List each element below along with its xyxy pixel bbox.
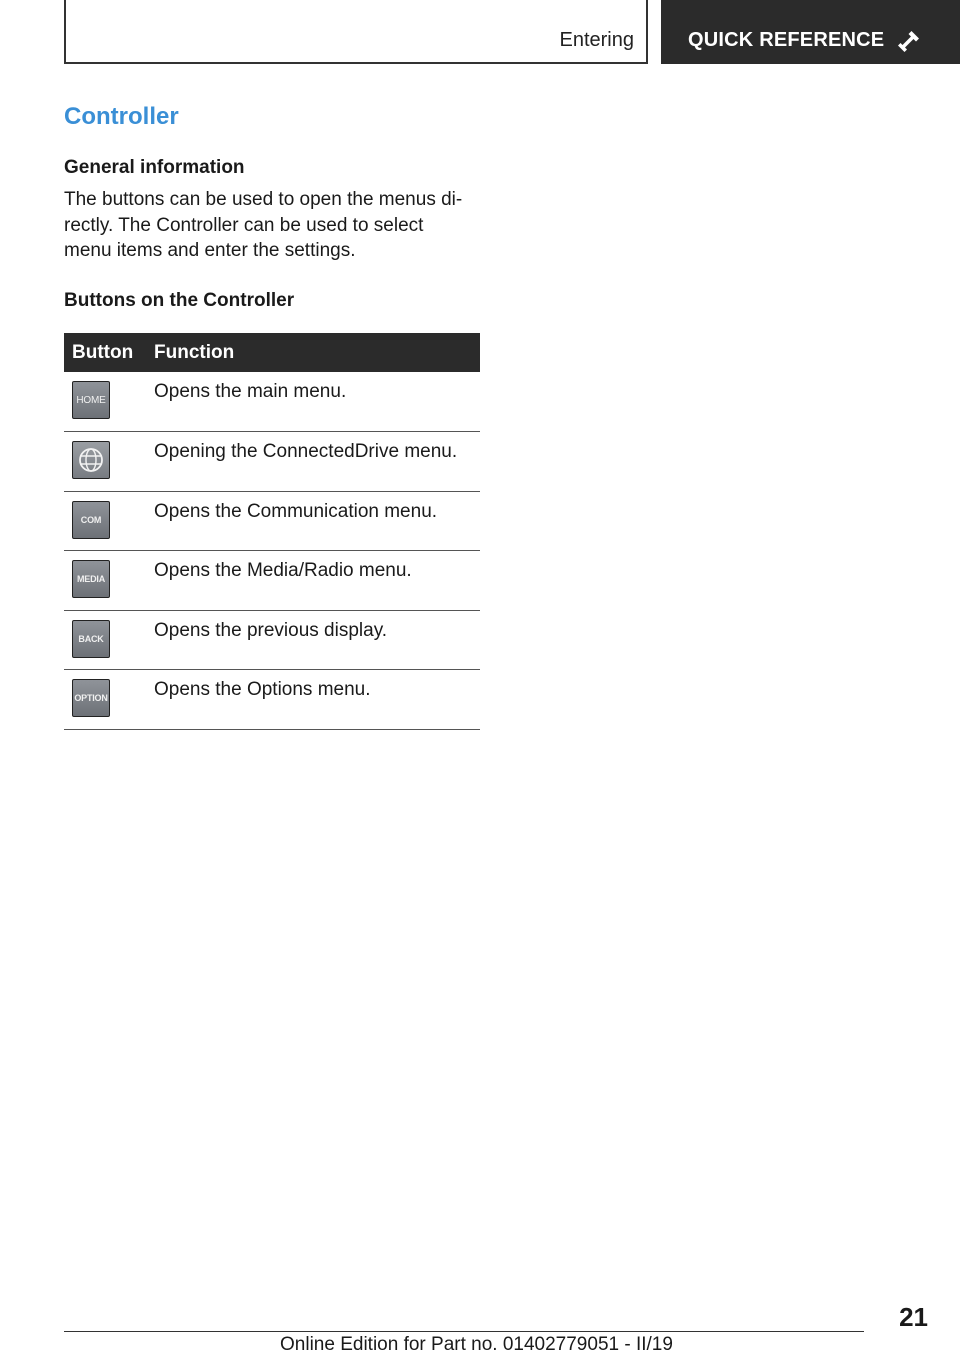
page-number: 21 bbox=[899, 1302, 928, 1332]
function-cell: Opens the main menu. bbox=[152, 372, 480, 432]
media-button-icon: MEDIA bbox=[72, 560, 110, 598]
option-button-icon: OPTION bbox=[72, 679, 110, 717]
buttons-heading: Buttons on the Controller bbox=[64, 290, 295, 311]
paragraph-line: The buttons can be used to open the menus di- bbox=[64, 189, 463, 210]
header-section-label: Entering bbox=[559, 29, 634, 51]
com-button-icon: COM bbox=[72, 501, 110, 539]
function-cell: Opens the Media/Radio menu. bbox=[152, 551, 480, 611]
quick-reference-label: QUICK REFERENCE bbox=[688, 29, 885, 51]
home-button-icon: HOME bbox=[72, 381, 110, 419]
page-title: Controller bbox=[64, 103, 179, 130]
paragraph-line: rectly. The Controller can be used to select bbox=[64, 214, 424, 236]
table-header-row bbox=[64, 333, 480, 372]
general-info-heading: General information bbox=[64, 157, 245, 178]
column-header-button: Button bbox=[64, 333, 152, 372]
function-cell: Opening the ConnectedDrive menu. bbox=[152, 432, 480, 492]
quick-reference-tab[interactable] bbox=[661, 0, 960, 64]
table-row bbox=[64, 551, 480, 611]
table-row bbox=[64, 432, 480, 492]
globe-icon bbox=[72, 441, 110, 479]
function-cell: Opens the Options menu. bbox=[152, 670, 480, 730]
header-section-box bbox=[64, 0, 648, 64]
wrench-icon bbox=[897, 29, 921, 53]
function-cell: Opens the Communication menu. bbox=[152, 491, 480, 551]
footer-edition: Online Edition for Part no. 01402779051 - II/19 bbox=[280, 1334, 673, 1355]
footer-divider bbox=[64, 1331, 864, 1332]
table-row bbox=[64, 610, 480, 670]
table-row bbox=[64, 372, 480, 432]
table-row bbox=[64, 670, 480, 730]
function-cell: Opens the previous display. bbox=[152, 610, 480, 670]
general-info-paragraph bbox=[64, 187, 484, 264]
controller-buttons-table bbox=[64, 333, 480, 730]
back-button-icon: BACK bbox=[72, 620, 110, 658]
table-row bbox=[64, 491, 480, 551]
column-header-function: Function bbox=[152, 333, 480, 372]
paragraph-line: menu items and enter the settings. bbox=[64, 240, 356, 261]
